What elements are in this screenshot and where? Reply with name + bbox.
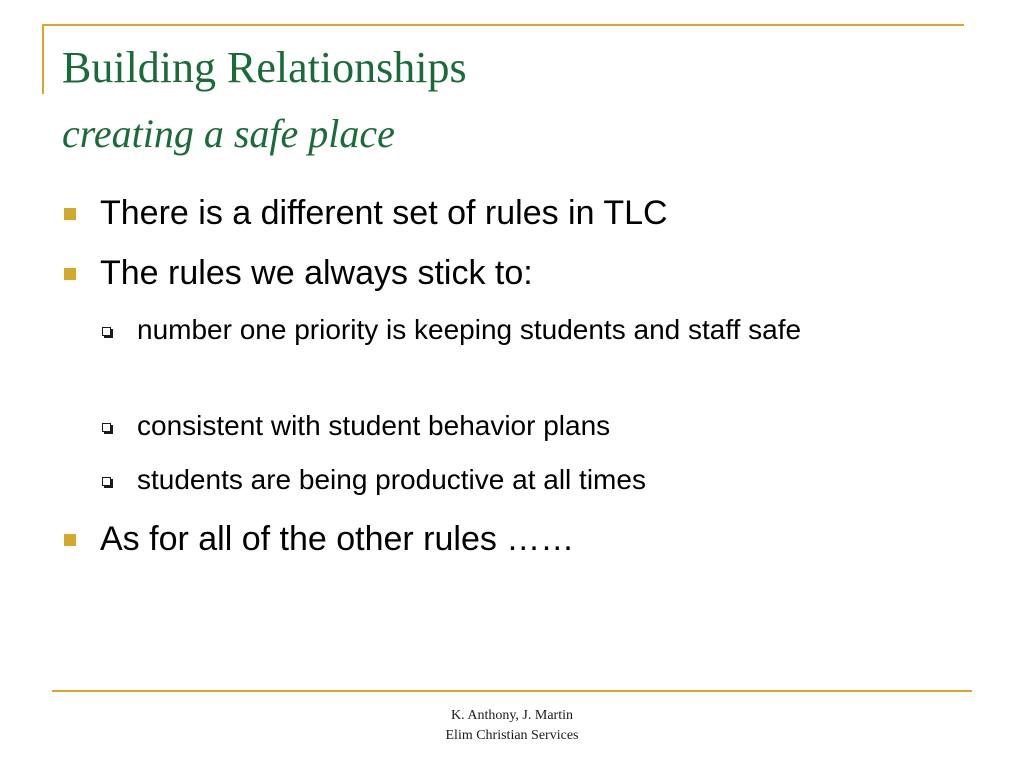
- square-bullet-icon: [64, 534, 76, 546]
- slide-subtitle: creating a safe place: [62, 111, 395, 156]
- sub-bullet-text: consistent with student behavior plans: [137, 410, 611, 441]
- slide-title: Building Relationships: [62, 43, 467, 92]
- hollow-square-bullet-icon: [102, 477, 111, 486]
- square-bullet-icon: [64, 268, 76, 280]
- square-bullet-icon: [64, 208, 76, 220]
- bullet-text: The rules we always stick to:: [100, 254, 533, 292]
- footer-credits: [412, 706, 612, 746]
- bullet-text: As for all of the other rules ……: [100, 520, 575, 558]
- sub-bullet-text: number one priority is keeping students and staff safe: [137, 314, 802, 345]
- footer-divider: [52, 690, 972, 692]
- footer-authors: K. Anthony, J. Martin: [451, 708, 573, 723]
- bullet-text: There is a different set of rules in TLC: [100, 194, 668, 232]
- footer-organization: Elim Christian Services: [445, 728, 579, 743]
- sub-bullet-text: students are being productive at all times: [137, 464, 646, 495]
- hollow-square-bullet-icon: [102, 327, 111, 336]
- hollow-square-bullet-icon: [102, 423, 111, 432]
